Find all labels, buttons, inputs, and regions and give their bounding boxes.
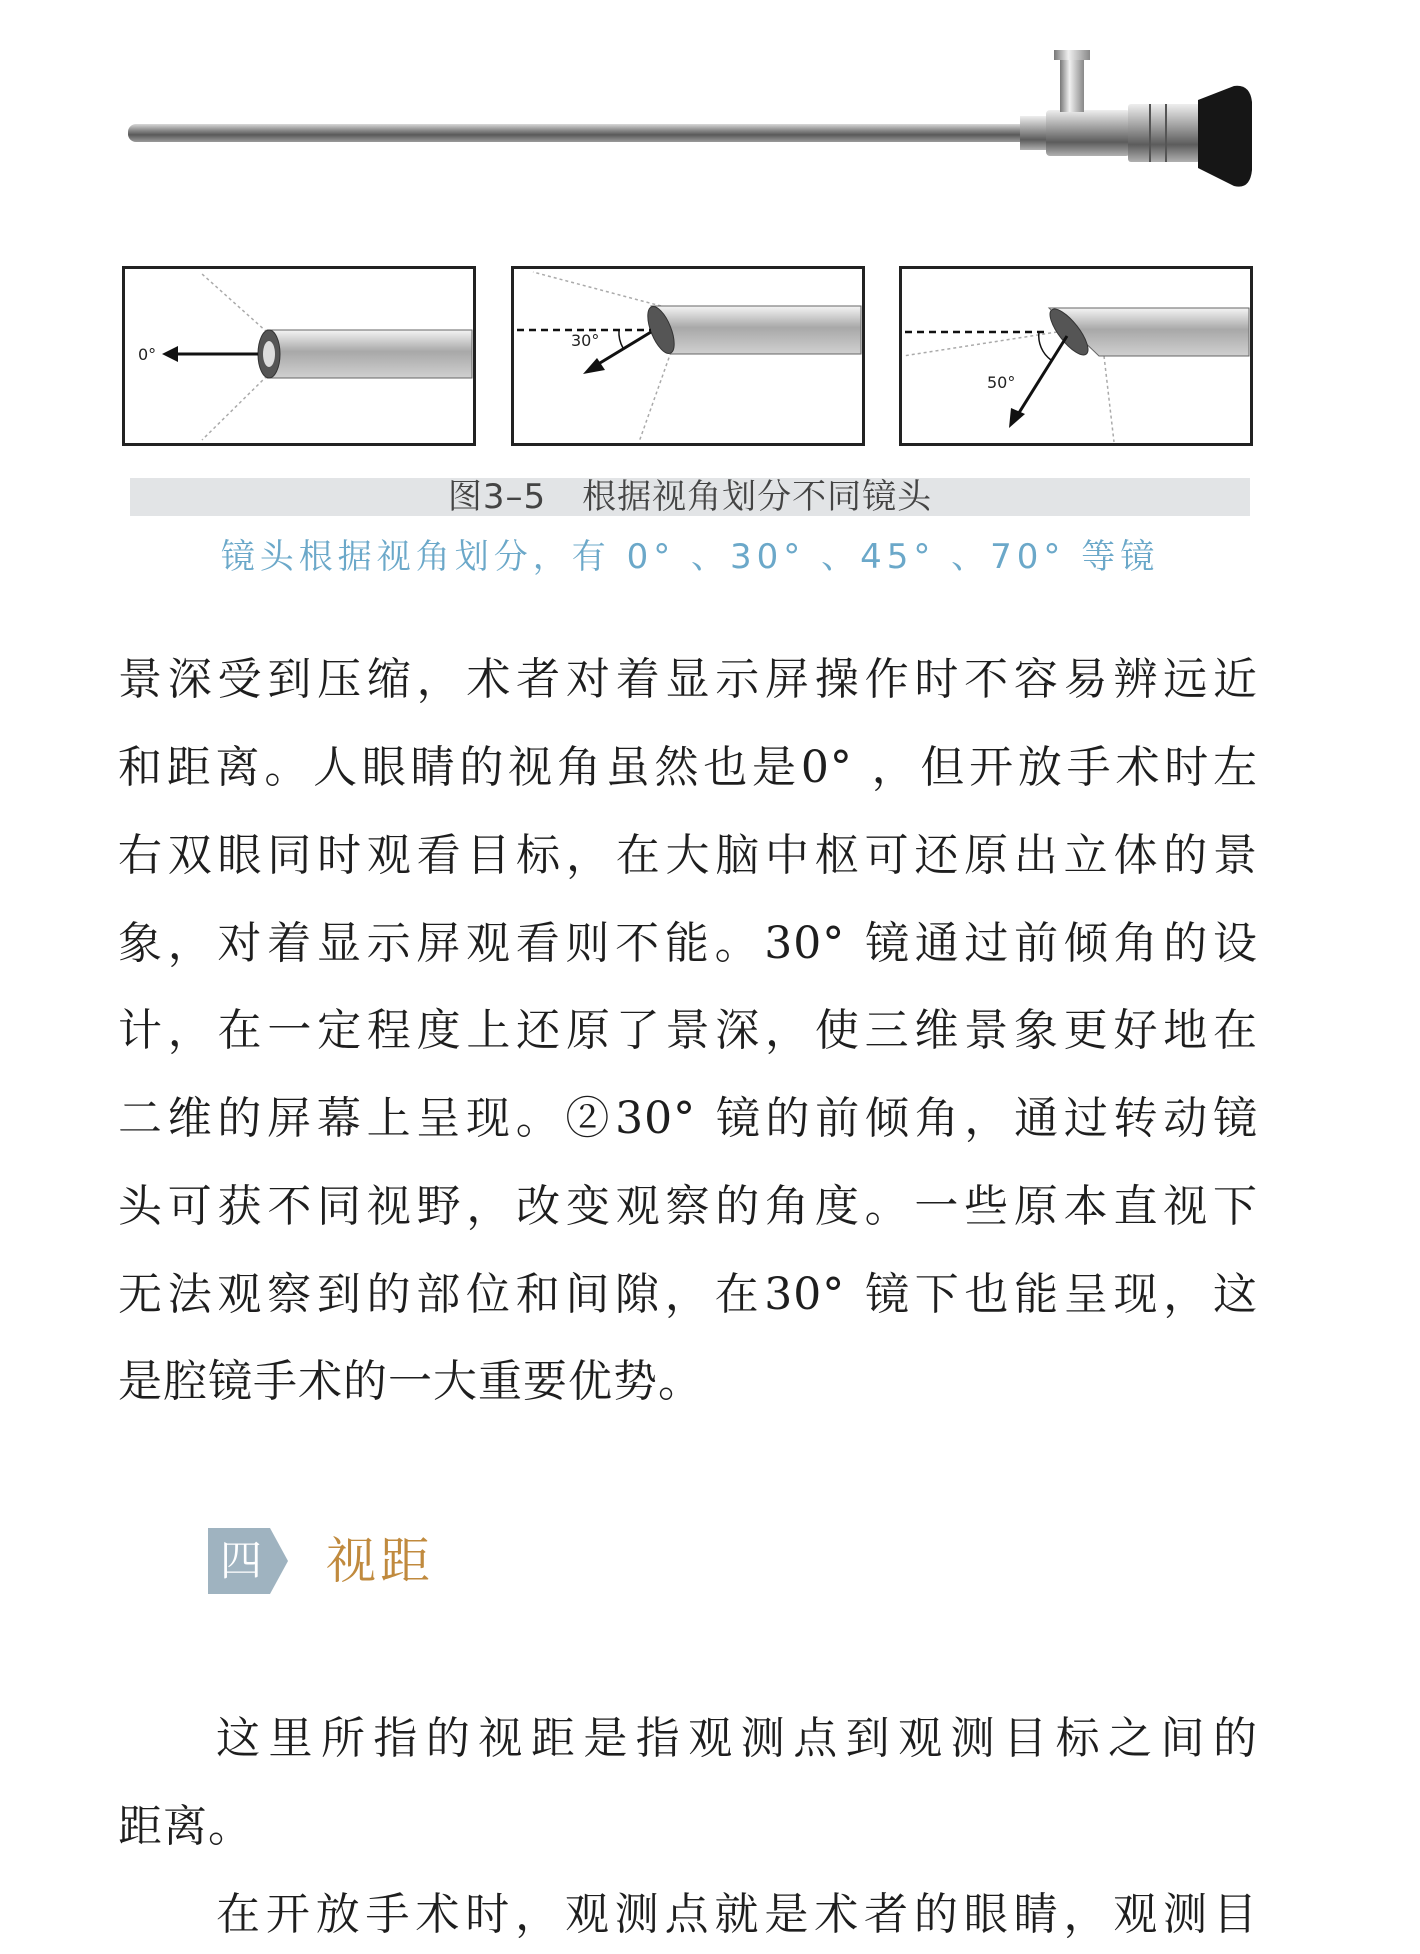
panel-30-degree-lens: [511, 266, 865, 446]
section-heading: [208, 1528, 608, 1594]
figure-title: 根据视角划分不同镜头: [582, 477, 933, 517]
panel-50-degree-lens: [899, 266, 1253, 446]
figure-note: 镜头根据视角划分，有 0° 、30° 、45° 、70° 等镜: [220, 537, 1160, 577]
figure-caption: [130, 478, 1250, 516]
figure-number: 图3–5: [447, 477, 547, 517]
body-line: 右双眼同时观看目标，在大脑中枢可还原出立体的景: [118, 830, 1258, 881]
svg-text:四: 四: [219, 1536, 263, 1585]
panel-label-30: 30°: [571, 331, 600, 350]
body-line: 头可获不同视野，改变观察的角度。一些原本直视下: [118, 1181, 1258, 1232]
laparoscope-illustration: [120, 40, 1260, 200]
panel-label-50: 50°: [987, 373, 1016, 392]
body-line: 计，在一定程度上还原了景深，使三维景象更好地在: [118, 1005, 1258, 1056]
panel-label-0: 0°: [138, 345, 157, 364]
body-line: 在开放手术时，观测点就是术者的眼睛，观测目: [216, 1889, 1258, 1940]
body-line: 二维的屏幕上呈现。②30° 镜的前倾角，通过转动镜: [118, 1093, 1258, 1144]
section-title: 视距: [326, 1532, 434, 1590]
section-number-badge: [208, 1528, 288, 1594]
body-line: 这里所指的视距是指观测点到观测目标之间的: [216, 1713, 1258, 1764]
body-line: 是腔镜手术的一大重要优势。: [118, 1356, 703, 1407]
body-line: 距离。: [118, 1801, 253, 1852]
body-line: 象，对着显示屏观看则不能。30° 镜通过前倾角的设: [118, 918, 1258, 969]
body-line: 无法观察到的部位和间隙，在30° 镜下也能呈现，这: [118, 1269, 1258, 1320]
body-line: 景深受到压缩，术者对着显示屏操作时不容易辨远近: [118, 654, 1258, 705]
panel-0-degree-lens: [122, 266, 476, 446]
body-line: 和距离。人眼睛的视角虽然也是0° ，但开放手术时左: [118, 742, 1258, 793]
